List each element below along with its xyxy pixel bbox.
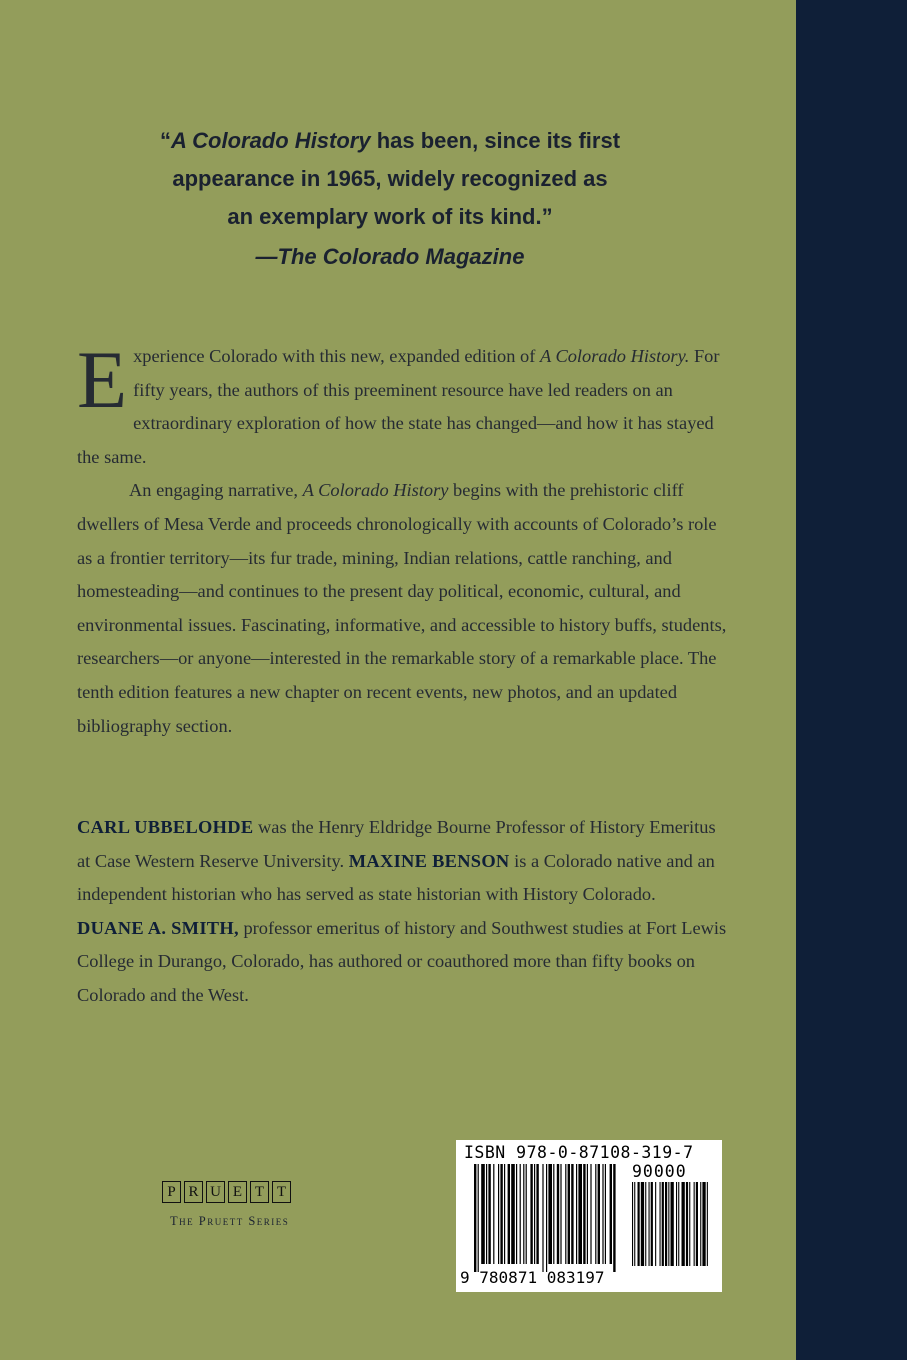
quote-line-3: an exemplary work of its kind.”: [227, 204, 553, 229]
description-paragraph-1: [77, 334, 727, 474]
addon-bar: [634, 1182, 635, 1266]
quote-book-title: A Colorado History: [170, 128, 371, 153]
barcode-bar: [571, 1164, 573, 1264]
review-quote: [120, 122, 660, 276]
barcode-bar: [553, 1164, 554, 1264]
addon-bar: [689, 1182, 690, 1266]
barcode-bar: [565, 1164, 566, 1264]
ean-right-group: 083197: [546, 1268, 605, 1287]
barcode-bar: [500, 1164, 502, 1264]
pruett-logo: [162, 1181, 291, 1203]
barcode-bar: [498, 1164, 499, 1264]
series-name: [170, 1214, 289, 1229]
logo-letter: T: [272, 1181, 291, 1203]
barcode-bar: [520, 1164, 521, 1264]
addon-bar: [668, 1182, 669, 1266]
addon-bar: [651, 1182, 653, 1266]
author-name-benson: MAXINE BENSON: [348, 850, 510, 871]
barcode-bar: [511, 1164, 515, 1264]
description-paragraph-2: [77, 474, 727, 743]
addon-bar: [638, 1182, 640, 1266]
barcode-bar: [605, 1164, 606, 1264]
barcode-bar: [534, 1164, 535, 1264]
p2-text-a: An engaging narrative,: [129, 480, 303, 501]
barcode-bar: [542, 1164, 543, 1272]
author-name-smith: DUANE A. SMITH,: [77, 917, 239, 938]
barcode-bar: [478, 1164, 479, 1272]
drop-cap: E: [77, 334, 128, 425]
barcode-bar: [576, 1164, 577, 1264]
series-text: The Pruett Series: [170, 1214, 290, 1228]
barcode-bar: [557, 1164, 559, 1264]
addon-bar: [702, 1182, 705, 1266]
barcode-bar: [536, 1164, 538, 1264]
addon-bar: [645, 1182, 646, 1266]
addon-bar: [694, 1182, 695, 1266]
barcode-bar: [548, 1164, 552, 1264]
quote-line-2: appearance in 1965, widely recognized as: [172, 166, 608, 191]
p1-book-title: A Colorado History.: [539, 346, 690, 366]
bio-paragraph: [77, 811, 727, 1013]
quote-line-1-text: has been, since its first: [370, 128, 621, 153]
barcode-bar: [613, 1164, 615, 1272]
author-bios: [77, 811, 727, 1013]
author-name-ubbelohde: CARL UBBELOHDE: [77, 817, 254, 837]
bio-text-3: professor emeritus of history and Southwest studies at Fort Lewis College in Durango, Colorado, has authored or coauthored more than fifty books on Colorado and the West.: [77, 917, 727, 1005]
barcode-bar: [560, 1164, 561, 1264]
barcode-bar: [523, 1164, 524, 1264]
logo-letter: E: [228, 1181, 247, 1203]
quote-attribution: [120, 238, 660, 276]
price-addon-code: 90000: [632, 1162, 687, 1181]
addon-bar: [662, 1182, 664, 1266]
barcode-bar: [598, 1164, 600, 1264]
quote-line-1: [120, 122, 660, 160]
addon-bar: [676, 1182, 677, 1266]
isbn-number: ISBN 978-0-87108-319-7: [464, 1143, 694, 1162]
isbn-barcode: [456, 1140, 722, 1292]
ean-first-digit: 9: [460, 1268, 470, 1287]
bio-text-2: is a Colorado native and an independent historian who has served as state historian with History Colorado.: [77, 850, 715, 905]
barcode-bar: [602, 1164, 603, 1264]
barcode-bar: [568, 1164, 570, 1264]
addon-bar: [671, 1182, 674, 1266]
p1-text-b: For fifty years, the authors of this preeminent resource have led readers on an extraordinary exploration of how the state has changed—and how it has stayed the same.: [77, 346, 720, 467]
barcode-bar: [508, 1164, 510, 1264]
open-quote-mark: “: [159, 128, 171, 153]
barcode-bar: [504, 1164, 505, 1264]
addon-bar: [696, 1182, 698, 1266]
barcode-bar: [595, 1164, 596, 1264]
logo-letter: U: [206, 1181, 225, 1203]
logo-letter: T: [250, 1181, 269, 1203]
addon-bar: [641, 1182, 644, 1266]
barcode-bar: [587, 1164, 588, 1264]
attribution-text: —The Colorado Magazine: [255, 244, 525, 269]
barcode-bar: [526, 1164, 527, 1264]
addon-bar: [682, 1182, 685, 1266]
barcode-bar: [486, 1164, 487, 1264]
barcode-bar: [546, 1164, 547, 1272]
bio-text-1: was the Henry Eldridge Bourne Professor of History Emeritus at Case Western Reserve University.: [77, 817, 716, 871]
book-description: [77, 334, 727, 743]
p1-text-a: xperience Colorado with this new, expanded edition of: [133, 346, 540, 366]
p2-book-title: A Colorado History: [302, 480, 449, 501]
logo-letter: R: [184, 1181, 203, 1203]
barcode-bar: [474, 1164, 476, 1272]
ean-left-group: 780871: [479, 1268, 538, 1287]
barcode-bar: [481, 1164, 485, 1264]
addon-bar: [632, 1182, 633, 1266]
barcode-bar: [488, 1164, 490, 1264]
book-spine: [796, 0, 907, 1360]
logo-letter: P: [162, 1181, 181, 1203]
addon-bar: [686, 1182, 688, 1266]
barcode-bar: [516, 1164, 517, 1264]
addon-bar: [707, 1182, 708, 1266]
addon-bar: [665, 1182, 667, 1266]
barcode-bar: [578, 1164, 582, 1264]
ean-digits: [460, 1268, 605, 1287]
barcode-bar: [530, 1164, 532, 1264]
addon-bar: [655, 1182, 656, 1266]
addon-bar: [678, 1182, 679, 1266]
addon-bar: [660, 1182, 661, 1266]
barcode-bar: [590, 1164, 591, 1264]
addon-bar: [649, 1182, 650, 1266]
barcode-bar: [493, 1164, 494, 1264]
barcode-bar: [610, 1164, 612, 1264]
addon-bar: [700, 1182, 701, 1266]
barcode-bar: [583, 1164, 585, 1264]
p2-text-b: begins with the prehistoric cliff dwellers of Mesa Verde and proceeds chronologically with accounts of Colorado’s role as a frontier territory—its fur trade, mining, Indian relations, cattle ranching, and homesteading—and continues to the present day political, economic, cultural, and environmental issues. Fascinating, informative, and accessible to history buffs, students, researchers—or anyone—interested in the remarkable story of a remarkable place. The tenth edition features a new chapter on recent events, new photos, and an updated bibliography section.: [77, 480, 727, 736]
